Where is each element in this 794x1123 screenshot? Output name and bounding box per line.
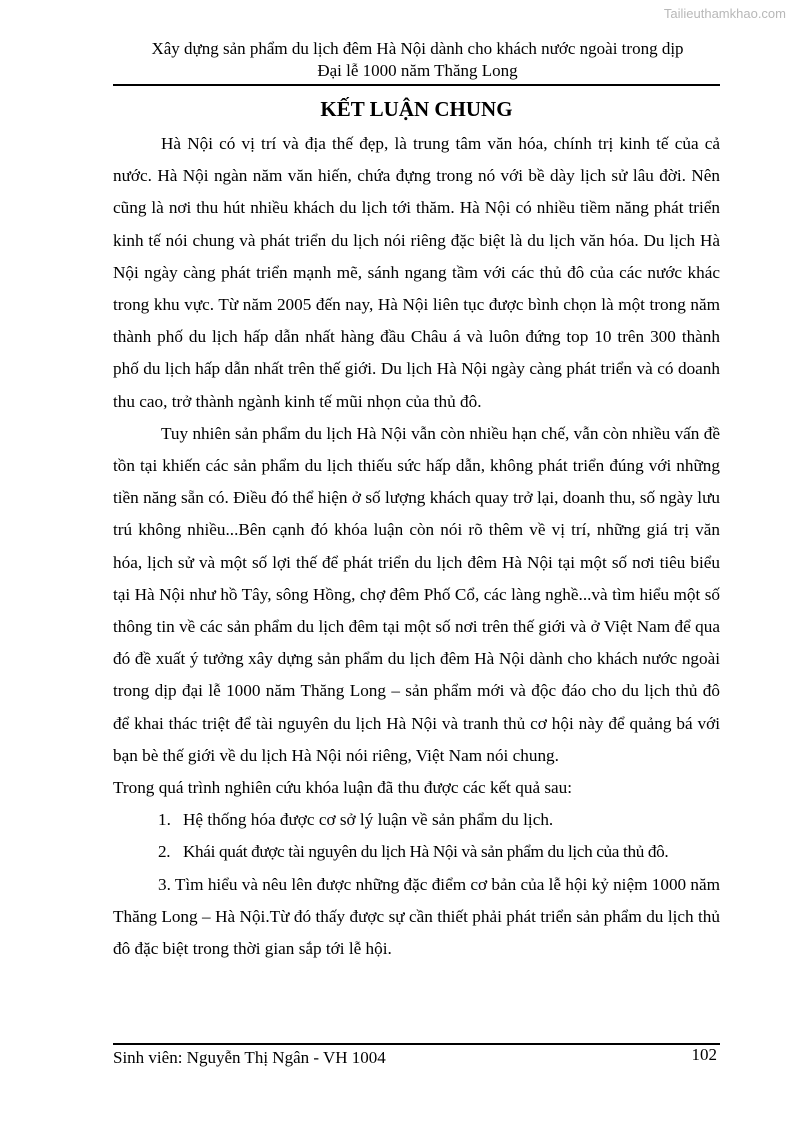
paragraph-3: Trong quá trình nghiên cứu khóa luận đã thu được các kết quả sau: [113,778,573,798]
list-item [113,869,720,966]
footer-student: Sinh viên: Nguyễn Thị Ngân - VH 1004 [113,1048,386,1067]
list-item-text: Khái quát được tài nguyên du lịch Hà Nội và sản phẩm du lịch của thủ đô. [183,842,669,862]
list-item-number: 1. [158,810,171,830]
page-number: 102 [691,1045,717,1064]
list-item-text: Hệ thống hóa được cơ sở lý luận về sản phẩm du lịch. [183,810,554,830]
list-item-number: 3. [158,874,171,894]
list-item-text: Tìm hiểu và nêu lên được những đặc điểm cơ bản của lễ hội kỷ niệm 1000 năm Thăng Long – Hà Nội.Từ đó thấy được sự cần thiết phải phát triển sản phẩm du lịch thủ đô đặc biệt trong thời gian sắp tới lễ hội. [113,874,721,959]
body-content [113,128,720,965]
header-divider [113,84,720,86]
header-line-2: Đại lễ 1000 năm Thăng Long [317,61,518,80]
header-line-1: Xây dựng sản phẩm du lịch đêm Hà Nội dành cho khách nước ngoài trong dịp [151,39,684,58]
paragraph-1: Hà Nội có vị trí và địa thế đẹp, là trung tâm văn hóa, chính trị kinh tế của cả nước. Hà Nội ngàn năm văn hiến, chứa đựng trong nó với bề dày lịch sử lâu đời. Nên cũng là nơi thu hút nhiều khách du lịch tới thăm. Hà Nội có nhiều tiềm năng phát triển kinh tế nói chung và phát triển du lịch nói riêng đặc biệt là du lịch văn hóa. Du lịch Hà Nội ngày càng phát triển mạnh mẽ, sánh ngang tầm với các thủ đô của các nước khác trong khu vực. Từ năm 2005 đến nay, Hà Nội liên tục được bình chọn là một trong năm thành phố du lịch hấp dẫn nhất hàng đầu Châu á và luôn đứng top 10 trên 300 thành phố du lịch hấp dẫn nhất trên thế giới. Du lịch Hà Nội ngày càng phát triển và có doanh thu cao, trở thành ngành kinh tế mũi nhọn của thủ đô. [113,134,720,411]
list-item-number: 2. [158,842,171,862]
footer-divider [113,1043,720,1045]
watermark: Tailieuthamkhao.com [663,6,786,21]
running-header [115,38,720,82]
list-item [113,836,720,868]
page-title: KẾT LUẬN CHUNG [320,97,513,121]
list-item [113,804,720,836]
paragraph-2: Tuy nhiên sản phẩm du lịch Hà Nội vẫn còn nhiều hạn chế, vẫn còn nhiều vấn đề tồn tại khiến các sản phẩm du lịch thiếu sức hấp dẫn, không phát triển đúng với những tiền năng sẵn có. Điều đó thể hiện ở số lượng khách quay trở lại, doanh thu, số ngày lưu trú không nhiều...Bên cạnh đó khóa luận còn nói rõ thêm về vị trí, những giá trị văn hóa, lịch sử và một số lợi thế để phát triển du lịch đêm Hà Nội tại một số nơi tiêu biểu tại Hà Nội như hồ Tây, sông Hồng, chợ đêm Phố Cổ, các làng nghề...và tìm hiểu một số thông tin về các sản phẩm du lịch đêm tại một số nơi trên thế giới và ở Việt Nam để qua đó đề xuất ý tưởng xây dựng sản phẩm du lịch đêm Hà Nội dành cho khách nước ngoài trong dịp đại lễ 1000 năm Thăng Long – sản phẩm mới và độc đáo cho du lịch thủ đô để khai thác triệt để tài nguyên du lịch Hà Nội và tranh thủ cơ hội này để quảng bá với bạn bè thế giới về du lịch Hà Nội nói riêng, Việt Nam nói chung. [113,423,720,765]
